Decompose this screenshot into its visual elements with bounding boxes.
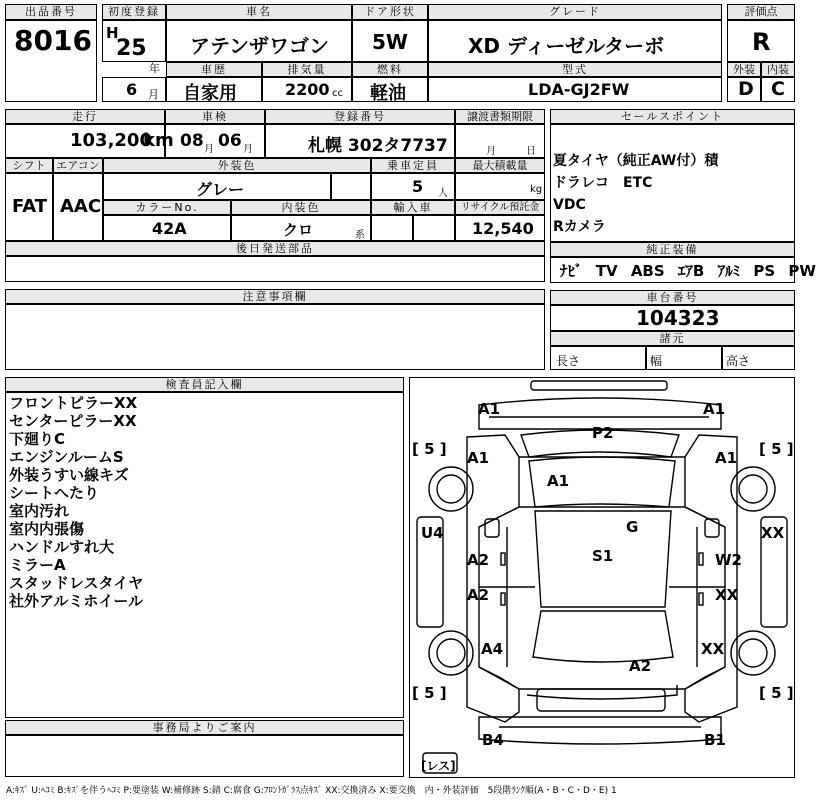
- later-parts-cell: [5, 256, 545, 282]
- score-value: R: [752, 28, 771, 56]
- transfer-month-unit: 月: [486, 146, 496, 157]
- diag-door-rr: XX: [715, 586, 739, 604]
- diag-front-right: A1: [703, 400, 726, 418]
- height-label: 高さ: [726, 354, 751, 368]
- inspector-note: 下廻りC: [9, 430, 66, 448]
- chassis-label: 車台番号: [550, 290, 795, 305]
- sales-point-item: VDC: [553, 197, 586, 213]
- equipment-item: TV: [595, 262, 618, 280]
- inspector-note: フロントピラーXX: [9, 394, 138, 412]
- width-label: 幅: [650, 354, 663, 368]
- shift-label: シフト: [5, 158, 53, 173]
- sales-point-label: セールスポイント: [550, 109, 795, 124]
- diag-door-rl: A2: [467, 586, 490, 604]
- later-parts-label: 後日発送部品: [5, 241, 545, 256]
- car-name-label: 車名: [166, 4, 352, 20]
- inspector-note: 室内内張傷: [9, 520, 85, 538]
- color-no-value: 42A: [152, 219, 187, 238]
- kg-unit: kg: [530, 184, 543, 195]
- int-color-label: 内装色: [231, 200, 371, 215]
- car-name-value: アテンザワゴン: [190, 34, 329, 58]
- model-code-label: 型式: [428, 62, 722, 77]
- inspector-note: ハンドルすれ大: [9, 538, 115, 556]
- score-label: 評価点: [727, 4, 795, 20]
- inspection-label: 車検: [165, 109, 265, 124]
- recycle-value: 12,540: [472, 219, 534, 238]
- sales-point-item: 夏タイヤ（純正AW付）積: [553, 153, 719, 169]
- displacement-value: 2200: [285, 80, 330, 99]
- mileage-value: 103,200: [70, 130, 152, 151]
- first-reg-label: 初度登録: [102, 4, 166, 20]
- inspector-note: 社外アルミホイール: [9, 592, 144, 610]
- insp-month-unit: 月: [243, 144, 253, 155]
- chassis-value: 104323: [636, 306, 720, 330]
- office-label: 事務局よりご案内: [5, 720, 404, 735]
- diag-roof: S1: [592, 547, 614, 565]
- diag-windshield: A1: [547, 472, 570, 490]
- mileage-label: 走行: [5, 109, 165, 124]
- transfer-day-unit: 日: [526, 146, 536, 157]
- equipment-item: PS: [753, 262, 776, 280]
- specs-label: 諸元: [550, 331, 795, 346]
- lot-no-label: 出品番号: [5, 4, 97, 20]
- grade-value: XD ディーゼルターボ: [468, 34, 665, 58]
- model-code-value: LDA-GJ2FW: [528, 80, 630, 99]
- equipment-list: [560, 260, 816, 281]
- grade-label: グレード: [428, 4, 722, 20]
- int-score-value: C: [771, 78, 785, 100]
- equipment-item: ABS: [630, 262, 665, 280]
- door-value: 5W: [372, 30, 408, 54]
- interior-label: 内装: [761, 62, 795, 77]
- kei-unit: 系: [355, 230, 365, 241]
- diag-glass-g: G: [626, 518, 639, 536]
- equipment-item: ﾅﾋﾞ: [560, 262, 583, 280]
- import-label: 輸入車: [371, 200, 455, 215]
- door-label: ドア形状: [352, 4, 428, 20]
- diag-rear-fender-r: XX: [701, 640, 725, 658]
- int-color-value: クロ: [283, 221, 314, 239]
- diag-rear-glass: A2: [629, 657, 652, 675]
- insp-year-unit: 月: [204, 144, 214, 155]
- notes-label: 注意事項欄: [5, 289, 545, 304]
- recycle-label: リサイクル預託金: [455, 200, 545, 215]
- inspector-note: 外装うすい線キズ: [9, 466, 129, 484]
- equipment-item: ｱﾙﾐ: [717, 262, 741, 280]
- diag-tire-fl: [ 5 ]: [412, 440, 447, 458]
- diag-spare: [レス]: [421, 759, 456, 773]
- shift-value: FAT: [12, 196, 48, 217]
- diag-rear-r: B1: [704, 731, 726, 749]
- ext-color-sub-cell: [331, 173, 371, 200]
- diag-rear-fender-l: A4: [481, 640, 504, 658]
- persons-unit: 人: [438, 188, 448, 199]
- exterior-label: 外装: [727, 62, 761, 77]
- import-cell-b: [413, 215, 455, 241]
- color-no-label: カラーNo.: [103, 200, 231, 215]
- year-unit: 年: [149, 62, 160, 75]
- history-value: 自家用: [183, 83, 237, 104]
- equipment-label: 純正装備: [550, 242, 795, 257]
- diag-side-l: U4: [421, 524, 444, 542]
- aircon-value: AAC: [60, 196, 102, 217]
- insp-month-value: 06: [218, 131, 242, 151]
- ext-score-value: D: [738, 78, 754, 100]
- inspector-note: 室内汚れ: [9, 502, 70, 520]
- history-label: 車歴: [166, 62, 262, 77]
- inspector-label: 検査員記入欄: [5, 377, 404, 392]
- length-label: 長さ: [556, 354, 581, 368]
- lot-no-value: 8016: [14, 24, 92, 57]
- era-value: H: [106, 24, 119, 42]
- diag-fender-r: A1: [715, 449, 738, 467]
- capacity-value: 5: [412, 177, 424, 196]
- diag-rear-l: B4: [482, 731, 504, 749]
- diag-side-r: XX: [761, 524, 785, 542]
- diag-door-fl: A2: [467, 551, 490, 569]
- ext-color-value: グレー: [196, 180, 245, 199]
- inspector-note: ミラーA: [9, 556, 66, 574]
- diag-fender-l: A1: [467, 449, 490, 467]
- displacement-label: 排気量: [262, 62, 352, 77]
- insp-year-value: 08: [180, 131, 204, 151]
- inspector-notes-list: [9, 394, 399, 610]
- aircon-label: エアコン: [53, 158, 103, 173]
- inspector-note: スタッドレスタイヤ: [9, 574, 144, 592]
- sales-point-list: [553, 150, 793, 238]
- inspector-note: エンジンルームS: [9, 448, 124, 466]
- inspector-note: シートへたり: [9, 484, 100, 502]
- sales-point-item: Rカメラ: [553, 219, 606, 235]
- equipment-item: ｴｱB: [677, 262, 705, 280]
- notes-box: [5, 304, 545, 370]
- equipment-item: PW: [788, 262, 816, 280]
- office-box: [5, 735, 404, 777]
- import-cell-a: [371, 215, 413, 241]
- inspector-note: センターピラーXX: [9, 412, 137, 430]
- cc-unit: cc: [332, 88, 343, 99]
- diag-door-fr: W2: [715, 551, 742, 569]
- fuel-value: 軽油: [370, 83, 406, 104]
- transfer-label: 譲渡書類期限: [455, 109, 545, 124]
- diag-tire-fr: [ 5 ]: [759, 440, 794, 458]
- diag-tire-rl: [ 5 ]: [412, 684, 447, 702]
- reg-year-value: 25: [116, 36, 147, 61]
- sales-point-item: ドラレコ ETC: [553, 175, 653, 191]
- ext-color-label: 外装色: [103, 158, 371, 173]
- km-unit: km: [143, 130, 174, 151]
- diag-tire-rr: [ 5 ]: [759, 684, 794, 702]
- max-load-label: 最大積載量: [455, 158, 545, 173]
- capacity-label: 乗車定員: [371, 158, 455, 173]
- legend-text: A:ｷｽﾞ U:ﾍｺﾐ B:ｷｽﾞを伴うﾍｺﾐ P:要塗装 W:補修跡 S:錆 C:腐食 G:ﾌﾛﾝﾄｶﾞﾗｽ点ｷｽﾞ XX:交換済み X:要交換 内・外装評価 5段階ﾗﾝｸ順(A・B・C・D・E) 1: [6, 786, 617, 796]
- fuel-label: 燃料: [352, 62, 428, 77]
- diag-hood: P2: [592, 424, 614, 442]
- reg-no-value: 札幌 302タ7737: [308, 136, 448, 156]
- reg-month-value: 6: [126, 80, 138, 99]
- month-unit: 月: [148, 88, 159, 101]
- diag-front-left: A1: [478, 400, 501, 418]
- reg-no-label: 登録番号: [265, 109, 455, 124]
